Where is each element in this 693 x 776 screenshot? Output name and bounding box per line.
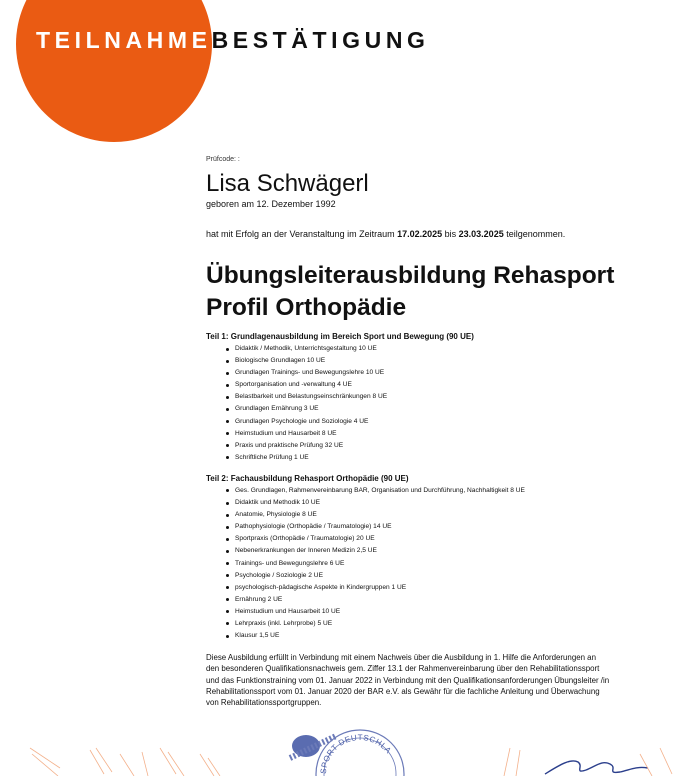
list-item: Sportpraxis (Orthopädie / Traumatologie) 20 UE	[206, 533, 666, 545]
list-item: Pathophysiologie (Orthopädie / Traumatologie) 14 UE	[206, 521, 666, 533]
date-from: 17.02.2025	[397, 229, 443, 239]
title-part-1: TEILNAHME	[36, 27, 212, 53]
list-item: Belastbarkeit und Belastungseinschränkungen 8 UE	[206, 391, 666, 403]
part-1-title: Teil 1: Grundlagenausbildung im Bereich Sport und Bewegung (90 UE)	[206, 332, 474, 341]
orange-circle-decoration	[16, 0, 212, 142]
list-item: Ernährung 2 UE	[206, 594, 666, 606]
list-item: Anatomie, Physiologie 8 UE	[206, 509, 666, 521]
note-line: von Rehabilitationssportgruppen.	[206, 697, 322, 707]
document-title	[36, 27, 430, 54]
list-item: Ges. Grundlagen, Rahmenvereinbarung BAR, Organisation und Durchführung, Nachhaltigkeit 8 UE	[206, 485, 666, 497]
part-2-title: Teil 2: Fachausbildung Rehasport Orthopädie (90 UE)	[206, 473, 409, 483]
note-line: und das Funktionstraining vom 01. Januar 2022 in Verbindung mit den Qualifikationsanforderungen Übungsleiter /in	[206, 675, 610, 685]
list-item: Nebenerkrankungen der Inneren Medizin 2,5 UE	[206, 545, 666, 557]
participant-name: Lisa Schwägerl	[206, 170, 369, 197]
list-item: Heimstudium und Hausarbeit 10 UE	[206, 606, 666, 618]
certificate-body	[206, 155, 666, 708]
list-item: Grundlagen Trainings- und Bewegungslehre 10 UE	[206, 367, 666, 379]
list-item: Biologische Grundlagen 10 UE	[206, 355, 666, 367]
list-item: Grundlagen Ernährung 3 UE	[206, 403, 666, 415]
title-part-2: BESTÄTIGUNG	[211, 27, 430, 53]
note-line: Diese Ausbildung erfüllt in Verbindung mit einem Nachweis über die Ausbildung in 1. Hilfe die Anforderungen an	[206, 653, 596, 663]
completion-statement	[206, 229, 666, 240]
list-item: Psychologie / Soziologie 2 UE	[206, 570, 666, 582]
list-item: Schriftliche Prüfung 1 UE	[206, 452, 666, 464]
list-item: psychologisch-pädagische Aspekte in Kindergruppen 1 UE	[206, 582, 666, 594]
footer-decoration	[0, 728, 693, 776]
seal-stamp	[290, 730, 404, 776]
completion-mid: bis	[442, 229, 459, 239]
list-item: Trainings- und Bewegungslehre 6 UE	[206, 558, 666, 570]
birth-date-line: geboren am 12. Dezember 1992	[206, 199, 336, 209]
course-title-line-1: Übungsleiterausbildung Rehasport	[206, 262, 615, 289]
seal-text: SPORT DEUTSCHLA	[318, 732, 394, 775]
completion-suffix: teilgenommen.	[503, 229, 566, 239]
list-item: Sportorganisation und -verwaltung 4 UE	[206, 379, 666, 391]
note-line: Rehabilitationssport vom 01. Januar 2020 der BAR e.V. als Gewähr für die fachliche Anleitung und Überwachung	[206, 686, 600, 696]
left-orange-lines-decoration	[30, 748, 220, 776]
note-line: den besonderen Qualifikationsnachweis gem. Ziffer 13.1 der Rahmenvereinbarung über den Rehabilitationssport	[206, 664, 600, 674]
course-title	[206, 260, 666, 324]
qualification-note	[206, 652, 662, 708]
part-2-list	[206, 485, 666, 642]
signature-icon	[545, 761, 648, 774]
list-item: Didaktik und Methodik 10 UE	[206, 497, 666, 509]
date-to: 23.03.2025	[458, 229, 504, 239]
part-1-list	[206, 343, 666, 464]
list-item: Heimstudium und Hausarbeit 8 UE	[206, 428, 666, 440]
right-orange-lines-decoration	[504, 748, 672, 776]
list-item: Praxis und praktische Prüfung 32 UE	[206, 440, 666, 452]
list-item: Didaktik / Methodik, Unterrichtsgestaltung 10 UE	[206, 343, 666, 355]
completion-prefix: hat mit Erfolg an der Veranstaltung im Zeitraum	[206, 229, 398, 239]
list-item: Grundlagen Psychologie und Soziologie 4 UE	[206, 416, 666, 428]
course-title-line-2: Profil Orthopädie	[206, 294, 407, 321]
list-item: Klausur 1,5 UE	[206, 630, 666, 642]
pruefcode-label: Prüfcode: :	[206, 156, 240, 163]
list-item: Lehrpraxis (inkl. Lehrprobe) 5 UE	[206, 618, 666, 630]
